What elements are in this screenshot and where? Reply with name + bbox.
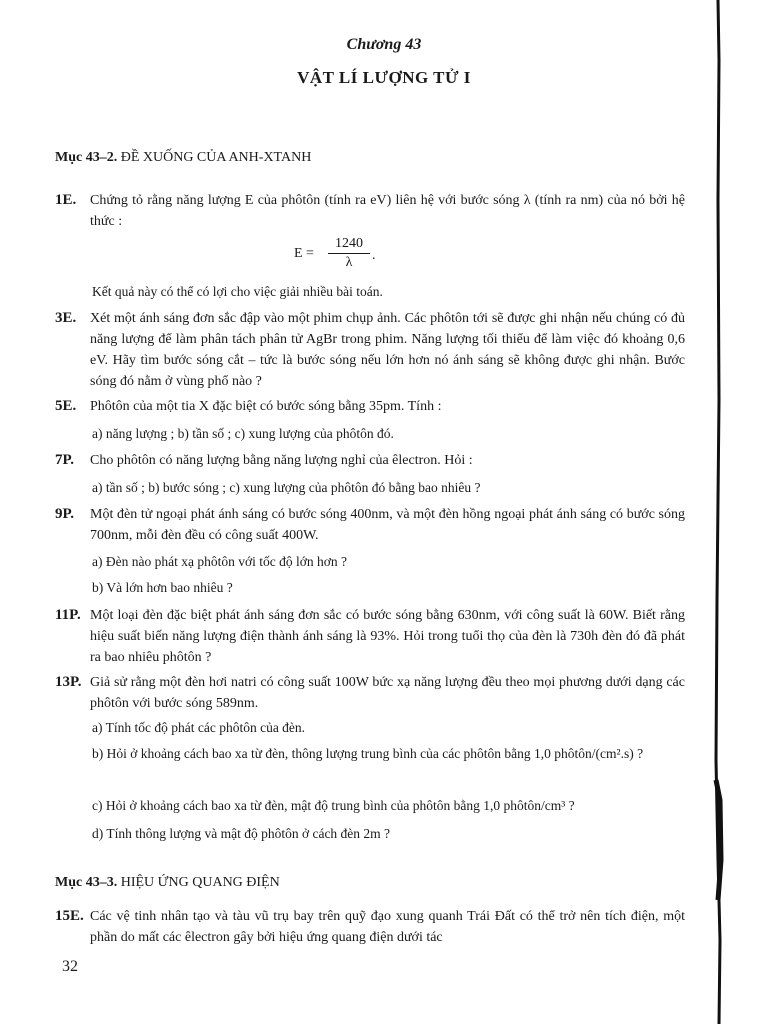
- problem-number: 15E.: [55, 908, 84, 924]
- section-heading: [55, 875, 280, 891]
- problem-text: Giả sử rằng một đèn hơi natri có công suất 100W bức xạ năng lượng đều theo mọi phương dưới dạng các phôtôn với bước sóng 589nm.: [90, 675, 685, 711]
- problem-13p: [55, 672, 685, 714]
- chapter-heading: Chương 43: [346, 36, 422, 53]
- problem-text: Các vệ tinh nhân tạo và tàu vũ trụ bay trên quỹ đạo xung quanh Trái Đất có thể trở nên tích điện, một phần do mất các êlectron gây bởi hiệu ứng quang điện dưới tác: [90, 909, 685, 945]
- section-label: Mục 43–3.: [55, 875, 118, 890]
- formula-lhs: E =: [294, 246, 314, 261]
- problem-number: 5E.: [55, 398, 77, 414]
- problem-text: Một đèn tử ngoại phát ánh sáng có bước sóng 400nm, và một đèn hồng ngoại phát ánh sáng có bước sóng 700nm, mỗi đèn đều có công suất 400W.: [90, 507, 685, 543]
- subquestion: c) Hỏi ở khoảng cách bao xa từ đèn, mật độ trung bình của phôtôn bằng 1,0 phôtôn/cm³ ?: [92, 798, 575, 813]
- subquestion: a) Đèn nào phát xạ phôtôn với tốc độ lớn hơn ?: [92, 554, 347, 569]
- subquestion: a) tần số ; b) bước sóng ; c) xung lượng của phôtôn đó bằng bao nhiêu ?: [92, 480, 481, 495]
- subquestion: a) năng lượng ; b) tần số ; c) xung lượng của phôtôn đó.: [92, 426, 394, 441]
- page-number: 32: [62, 958, 78, 975]
- subquestion: b) Hỏi ở khoảng cách bao xa từ đèn, thông lượng trung bình của các phôtôn bằng 1,0 phôtôn/(cm².s) ?: [92, 746, 644, 761]
- problem-note: Kết quả này có thể có lợi cho việc giải nhiều bài toán.: [92, 284, 383, 299]
- problem-number: 1E.: [55, 192, 77, 208]
- formula-numerator: 1240: [328, 236, 370, 254]
- section-label: Mục 43–2.: [55, 150, 118, 165]
- formula-period: .: [372, 248, 376, 263]
- problem-number: 11P.: [55, 607, 81, 623]
- problem-text: Một loại đèn đặc biệt phát ánh sáng đơn sắc có bước sóng bằng 630nm, với công suất là 60W. Biết rằng hiệu suất biến năng lượng điện thành ánh sáng là 93%. Hỏi trong tuổi thọ của đèn là 730h đèn đó đã phát ra bao nhiêu phôtôn ?: [90, 608, 685, 665]
- problem-number: 13P.: [55, 674, 82, 690]
- section-title: ĐỀ XUỐNG CỦA ANH-XTANH: [120, 150, 312, 165]
- problem-11p: [55, 605, 685, 668]
- problem-3e: [55, 308, 685, 392]
- problem-text: Phôtôn của một tia X đặc biệt có bước sóng bằng 35pm. Tính :: [90, 399, 442, 414]
- subquestion: a) Tính tốc độ phát các phôtôn của đèn.: [92, 720, 306, 735]
- problem-number: 3E.: [55, 310, 77, 326]
- problem-5e: [55, 396, 685, 417]
- formula-denominator: λ: [345, 255, 353, 270]
- problem-text: Chứng tỏ rằng năng lượng E của phôtôn (tính ra eV) liên hệ với bước sóng λ (tính ra nm) của nó bởi hệ thức :: [90, 193, 685, 229]
- problem-text: Xét một ánh sáng đơn sắc đập vào một phim chụp ảnh. Các phôtôn tới sẽ được ghi nhận nếu chúng có đủ năng lượng để làm phân tách phân tử AgBr trong phim. Năng lượng tối thiểu để làm việc đó khoảng 0,6 eV. Hãy tìm bước sóng cắt – tức là bước sóng nếu lớn hơn nó ánh sáng sẽ không được ghi nhận. Bước sóng đó nằm ở vùng phổ nào ?: [90, 311, 685, 389]
- formula-fraction: [328, 236, 370, 271]
- problem-number: 7P.: [55, 452, 75, 468]
- problem-number: 9P.: [55, 506, 75, 522]
- subquestion: d) Tính thông lượng và mật độ phôtôn ở cách đèn 2m ?: [92, 826, 391, 841]
- section-title: HIỆU ỨNG QUANG ĐIỆN: [120, 875, 280, 890]
- problem-9p: [55, 504, 685, 546]
- chapter-title: VẬT LÍ LƯỢNG TỬ I: [297, 68, 471, 87]
- problem-7p: [55, 450, 685, 471]
- section-heading: [55, 150, 311, 166]
- problem-15e: [55, 906, 685, 948]
- subquestion: b) Và lớn hơn bao nhiêu ?: [92, 580, 233, 595]
- scan-binding-edge: [712, 0, 724, 1024]
- problem-1e: [55, 190, 685, 232]
- problem-text: Cho phôtôn có năng lượng bằng năng lượng nghỉ của êlectron. Hỏi :: [90, 453, 473, 468]
